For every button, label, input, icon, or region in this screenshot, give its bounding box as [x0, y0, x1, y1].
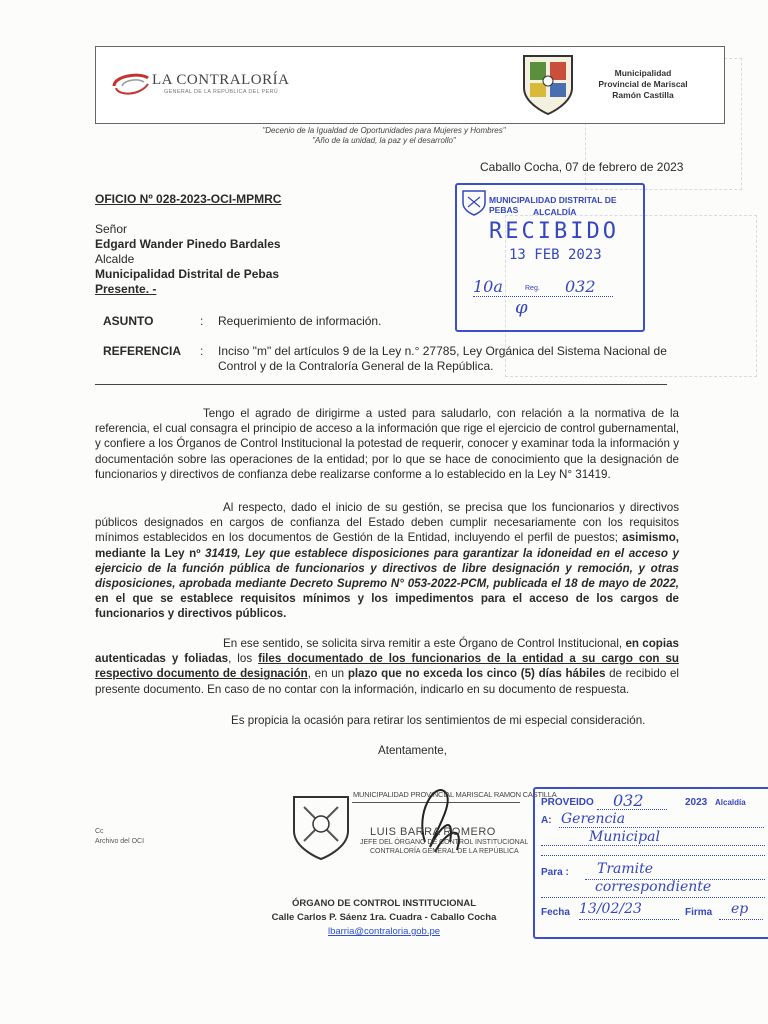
proveido-year-tail: Alcaldía [715, 798, 746, 807]
firma-label: Firma [685, 907, 713, 918]
footer-address: Calle Carlos P. Sáenz 1ra. Cuadra - Caballo Cocha [271, 912, 497, 923]
a-hand-1: Gerencia [561, 811, 626, 827]
logo-subtitle: GENERAL DE LA REPÚBLICA DEL PERÚ [164, 89, 279, 95]
footer-org: ÓRGANO DE CONTROL INSTITUCIONAL [291, 898, 477, 909]
paragraph-4: Es propicia la ocasión para retirar los sentimientos de mi especial consideración. [231, 714, 646, 727]
stamp-hand-hour: 10a [473, 277, 503, 296]
signatory-role-1: JEFE DEL ÓRGANO DE CONTROL INSTITUCIONAL [360, 839, 529, 846]
closing: Atentamente, [378, 744, 447, 757]
stamp-date: 13 FEB 2023 [509, 247, 602, 263]
firma-hand: ep [731, 901, 749, 917]
a-dots-3 [541, 855, 765, 856]
stamp-hand-signature: φ [515, 297, 528, 318]
place-date: Caballo Cocha, 07 de febrero de 2023 [480, 160, 684, 174]
fecha-hand: 13/02/23 [579, 901, 642, 917]
stamp-sub: ALCALDÍA [533, 207, 577, 217]
cc-value: Archivo del OCI [95, 838, 145, 845]
municipality-name: Municipalidad Provincial de Mariscal Ramón Castilla [598, 68, 688, 100]
stamp-crest-icon [461, 189, 487, 217]
stamp-line [473, 296, 613, 297]
para-hand-2: correspondiente [595, 879, 712, 895]
municipal-seal-stamp-icon [290, 793, 352, 861]
referencia-line-1: Inciso "m" del artículos 9 de la Ley n.° 27785, Ley Orgánica del Sistema Nacional de [218, 344, 667, 358]
cc-label: Cc [95, 828, 104, 835]
recipient-entity: Municipalidad Distrital de Pebas [95, 267, 280, 281]
salutation: Señor [95, 222, 128, 236]
asunto-label: ASUNTO [103, 314, 154, 328]
municipal-crest-icon [520, 52, 576, 116]
oficio-number: OFICIO Nº 028-2023-OCI-MPMRC [95, 192, 282, 206]
asunto-text: Requerimiento de información. [218, 314, 382, 328]
a-hand-2: Municipal [589, 829, 660, 845]
paragraph-2: Al respecto, dado el inicio de su gestión, se precisa que los funcionarios y directivos públicos designados en cargos de confianza del Estado deben cumplir necesariamente con los requisitos mínimos establecidos en los documentos de Gestión de la Entidad, incluyendo el perfil de puestos; asimismo, mediante la Ley nº 31419, Ley que establece disposiciones para garantizar la idoneidad en el acceso y ejercicio de la función pública de funcionarios y directivos de libre designación y remoción, y otras disposiciones, aprobada mediante Decreto Supremo N° 053-2022-PCM, publicada el 18 de mayo de 2022, en el que se establece requisitos mínimos y los impedimentos para el acceso de los cargos de funcionarios y directivos públicos. [95, 501, 680, 621]
footer-email-link[interactable]: lbarria@contraloria.gob.pe [327, 926, 441, 937]
a-dots-1 [559, 827, 764, 828]
recipient-position: Alcalde [95, 252, 135, 266]
slogan-line-2: "Año de la unidad, la paz y el desarrollo" [312, 136, 456, 145]
slogan-line-1: "Decenio de la Igualdad de Oportunidades para Mujeres y Hombres" [262, 126, 506, 135]
stamp-org: MUNICIPALIDAD DISTRITAL DE PEBAS [489, 195, 617, 215]
referencia-colon: : [200, 344, 204, 358]
stamp-reg-label: Reg. [525, 285, 540, 292]
recipient-name: Edgard Wander Pinedo Bardales [95, 237, 281, 251]
contraloria-logo-icon [110, 70, 150, 98]
stamp-reg-number: 032 [565, 277, 596, 296]
received-stamp [455, 183, 645, 332]
para-hand-1: Tramite [597, 861, 654, 877]
fecha-label: Fecha [541, 907, 570, 918]
proveido-label: PROVEIDO [541, 797, 594, 808]
signatory-role-2: CONTRALORÍA GENERAL DE LA REPÚBLICA [370, 848, 519, 855]
referencia-label: REFERENCIA [103, 344, 182, 358]
paragraph-3: En ese sentido, se solicita sirva remitir a este Órgano de Control Institucional, en copias autenticadas y foliadas, los files documentado de los funcionarios de la entidad a su cargo con su respectivo documento de designación, en un plazo que no exceda los cinco (5) días hábiles de recibido el presente documento. En caso de no contar con la información, indicarlo en su documento de respuesta. [95, 637, 679, 696]
stamp-word: RECIBIDO [489, 219, 619, 244]
referencia-line-2: Control y de la Contraloría General de la República. [218, 359, 494, 373]
presente: Presente. - [95, 282, 157, 296]
para-label: Para : [541, 867, 569, 878]
proveido-number: 032 [613, 791, 644, 810]
proveido-year: 2023 [685, 797, 708, 808]
signature-seal-text: MUNICIPALIDAD PROVINCIAL MARISCAL RAMON CASTILLA [353, 790, 557, 799]
paragraph-1: Tengo el agrado de dirigirme a usted para saludarlo, con relación a la normativa de la referencia, el cual consagra el principio de acceso a la información que rige el ejercicio de control gubernamental, y confiere a los Órganos de Control Institucional la potestad de requerir, conocer y examinar toda la información y documentación sobre las operaciones de la entidad; por lo que se hace de conocimiento que la designación de funcionarios y directivos de confianza debe realizarse conforme a lo establecido en la Ley N° 31419. [95, 407, 679, 481]
asunto-colon: : [200, 314, 204, 328]
a-label: A: [541, 815, 552, 826]
signatory-name: LUIS BARRA ROMERO [370, 826, 496, 838]
a-dots-2 [541, 845, 765, 846]
divider [95, 384, 667, 385]
logo-title: LA CONTRALORÍA [152, 72, 290, 88]
